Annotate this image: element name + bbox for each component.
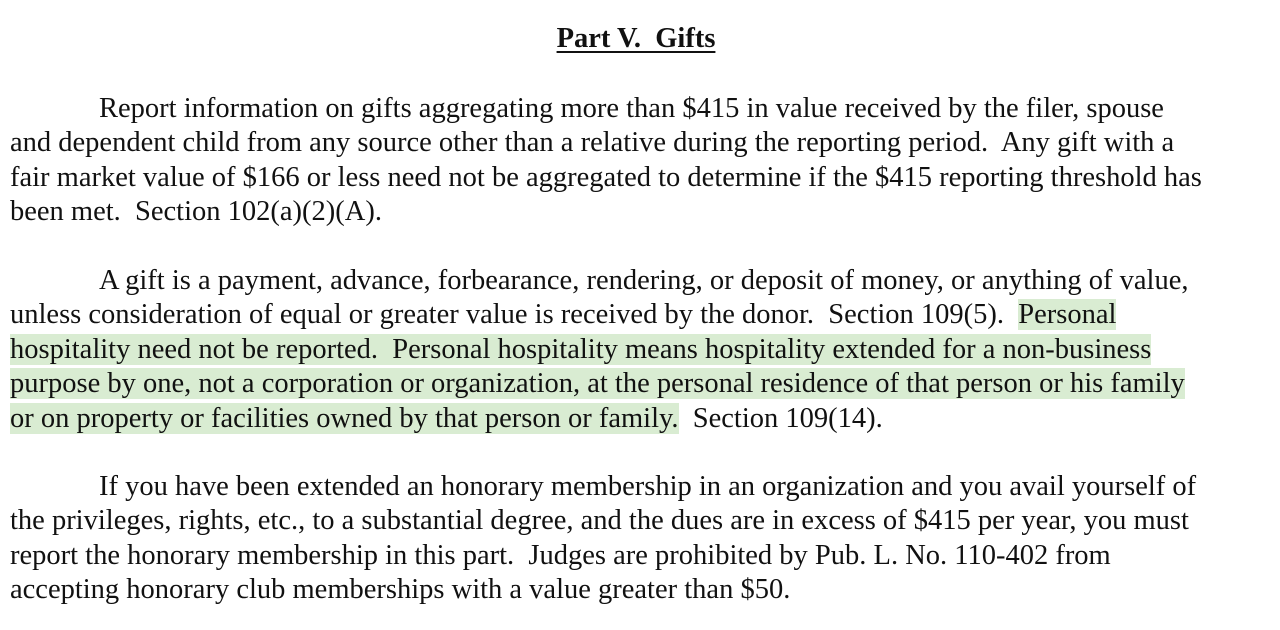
paragraph-line (10, 367, 1272, 401)
paragraph-line: been met. Section 102(a)(2)(A). (10, 196, 382, 228)
paragraph-line (10, 402, 1272, 436)
paragraph-line: the privileges, rights, etc., to a substantial degree, and the dues are in excess of $415 per year, you must (10, 505, 1189, 537)
paragraph-line: If you have been extended an honorary membership in an organization and you avail yourself of (99, 471, 1197, 502)
paragraph-gift-definition (10, 264, 1272, 436)
paragraph-line: fair market value of $166 or less need not be aggregated to determine if the $415 reporting threshold has (10, 161, 1202, 193)
section-title: Part V. Gifts (556, 23, 716, 54)
paragraph-honorary-membership (10, 470, 1272, 608)
paragraph-line: A gift is a payment, advance, forbearance, rendering, or deposit of money, or anything of value, (99, 265, 1189, 296)
paragraph-line: Report information on gifts aggregating more than $415 in value received by the filer, spouse (99, 93, 1164, 124)
paragraph-line (10, 333, 1272, 367)
paragraph-line (10, 298, 1272, 332)
highlighted-text[interactable]: or on property or facilities owned by that person or family. (10, 402, 679, 434)
highlighted-text[interactable]: hospitality need not be reported. Personal hospitality means hospitality extended for a non-business (10, 333, 1152, 365)
paragraph-line: and dependent child from any source other than a relative during the reporting period. Any gift with a (10, 127, 1175, 159)
paragraph-line: report the honorary membership in this part. Judges are prohibited by Pub. L. No. 110-402 from (10, 539, 1111, 571)
line-text: Section 109(14). (678, 402, 883, 434)
paragraph-gift-reporting (10, 92, 1272, 230)
highlighted-text[interactable]: purpose by one, not a corporation or organization, at the personal residence of that person or his family (10, 368, 1185, 400)
paragraph-line: accepting honorary club memberships with a value greater than $50. (10, 574, 791, 606)
line-text: unless consideration of equal or greater value is received by the donor. Section 109(5). (10, 299, 1019, 331)
highlighted-text[interactable]: Personal (1018, 299, 1117, 331)
